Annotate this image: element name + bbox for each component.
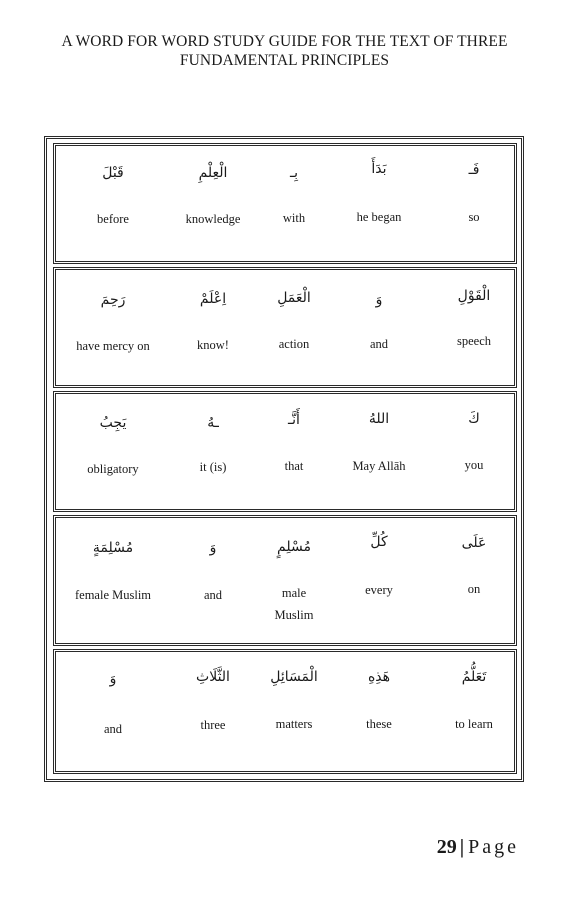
english-gloss: every xyxy=(365,583,393,597)
arabic-word: ـهُ xyxy=(207,415,219,431)
word-cell xyxy=(329,668,429,686)
arabic-word: الثَّلَاثِ xyxy=(196,669,230,685)
word-cell xyxy=(424,713,524,735)
word-cell xyxy=(329,291,429,309)
arabic-word: الْعَمَلِ xyxy=(277,290,311,306)
arabic-word: الْمَسَائِلِ xyxy=(270,669,318,685)
word-cell xyxy=(63,458,163,480)
word-cell xyxy=(424,330,524,352)
word-cell xyxy=(264,582,324,626)
word-row-3 xyxy=(53,391,517,512)
english-gloss: before xyxy=(97,212,129,226)
word-cell xyxy=(424,668,524,686)
english-gloss: May Allāh xyxy=(352,459,406,473)
word-cell xyxy=(329,713,429,735)
word-cell xyxy=(329,206,429,228)
word-cell xyxy=(163,539,263,557)
arabic-word: اِعْلَمْ xyxy=(199,291,227,307)
arabic-word: وَ xyxy=(375,292,383,308)
word-cell xyxy=(424,454,524,476)
arabic-word: كَ xyxy=(468,411,480,427)
arabic-word: وَ xyxy=(109,671,117,687)
word-cell xyxy=(63,208,163,230)
arabic-word: يَجِبُ xyxy=(99,415,127,431)
word-cell xyxy=(424,287,524,305)
word-cell xyxy=(424,534,524,552)
english-gloss: he began xyxy=(356,210,402,224)
word-row-1 xyxy=(53,143,517,264)
english-gloss: male Muslim xyxy=(274,586,314,622)
english-gloss: knowledge xyxy=(185,212,241,226)
english-gloss: with xyxy=(282,211,306,225)
arabic-word: رَحِمَ xyxy=(100,292,126,308)
word-cell xyxy=(63,414,163,432)
word-cell xyxy=(329,455,429,477)
word-cell xyxy=(63,335,163,357)
word-cell xyxy=(63,718,163,740)
arabic-word: وَ xyxy=(209,540,217,556)
header-line-2: FUNDAMENTAL PRINCIPLES xyxy=(179,52,390,69)
word-cell xyxy=(264,538,324,556)
arabic-word: قَبْلَ xyxy=(102,165,124,181)
arabic-word: مُسْلِمَةٍ xyxy=(92,540,134,556)
word-cell xyxy=(329,410,429,428)
arabic-word: كُلِّ xyxy=(370,534,388,550)
word-cell xyxy=(63,670,163,688)
english-gloss: female Muslim xyxy=(74,588,152,602)
english-gloss: three xyxy=(200,718,226,732)
english-gloss: obligatory xyxy=(87,462,139,476)
english-gloss: speech xyxy=(456,334,491,348)
page-label: Page xyxy=(468,836,519,858)
english-gloss: know! xyxy=(197,338,229,352)
english-gloss: action xyxy=(278,337,310,351)
word-cell xyxy=(329,160,429,178)
word-cell xyxy=(63,291,163,309)
arabic-word: بِـ xyxy=(290,165,298,181)
arabic-word: الْعِلْمِ xyxy=(198,165,228,181)
arabic-word: هَذِهِ xyxy=(367,669,391,685)
arabic-word: اللهُ xyxy=(368,411,390,427)
word-row-4 xyxy=(53,515,517,646)
english-gloss: matters xyxy=(275,717,313,731)
page-footer xyxy=(437,836,519,859)
arabic-word: الْقَوْلِ xyxy=(457,288,491,304)
page-separator: | xyxy=(459,836,465,858)
page-header xyxy=(0,32,569,70)
english-gloss: and xyxy=(203,588,223,602)
word-cell xyxy=(424,161,524,179)
word-cell xyxy=(329,333,429,355)
english-gloss: have mercy on xyxy=(76,339,150,353)
page-number: 29 xyxy=(436,836,457,858)
english-gloss: that xyxy=(284,459,304,473)
arabic-word: مُسْلِمٍ xyxy=(277,539,311,555)
arabic-word: تَعَلُّمُ xyxy=(461,669,487,685)
english-gloss: these xyxy=(366,717,392,731)
english-gloss: and xyxy=(103,722,123,736)
english-gloss: on xyxy=(467,582,481,596)
arabic-word: عَلَى xyxy=(461,535,487,551)
english-gloss: so xyxy=(468,210,480,224)
english-gloss: and xyxy=(369,337,389,351)
word-cell xyxy=(63,539,163,557)
word-cell xyxy=(424,410,524,428)
word-cell xyxy=(424,206,524,228)
header-line-1: A WORD FOR WORD STUDY GUIDE FOR THE TEXT OF THREE xyxy=(61,33,508,50)
word-cell xyxy=(424,578,524,600)
word-row-2 xyxy=(53,267,517,388)
arabic-word: بَدَأَ xyxy=(371,161,387,177)
word-cell xyxy=(63,164,163,182)
english-gloss: it (is) xyxy=(199,460,227,474)
word-cell xyxy=(63,584,163,606)
arabic-word: أَنَّـ xyxy=(288,412,300,428)
arabic-word: فَـ xyxy=(468,162,480,178)
word-cell xyxy=(163,584,263,606)
english-gloss: to learn xyxy=(455,717,493,731)
word-cell xyxy=(329,533,429,551)
english-gloss: you xyxy=(464,458,484,472)
word-row-5 xyxy=(53,649,517,774)
word-cell xyxy=(329,579,429,601)
